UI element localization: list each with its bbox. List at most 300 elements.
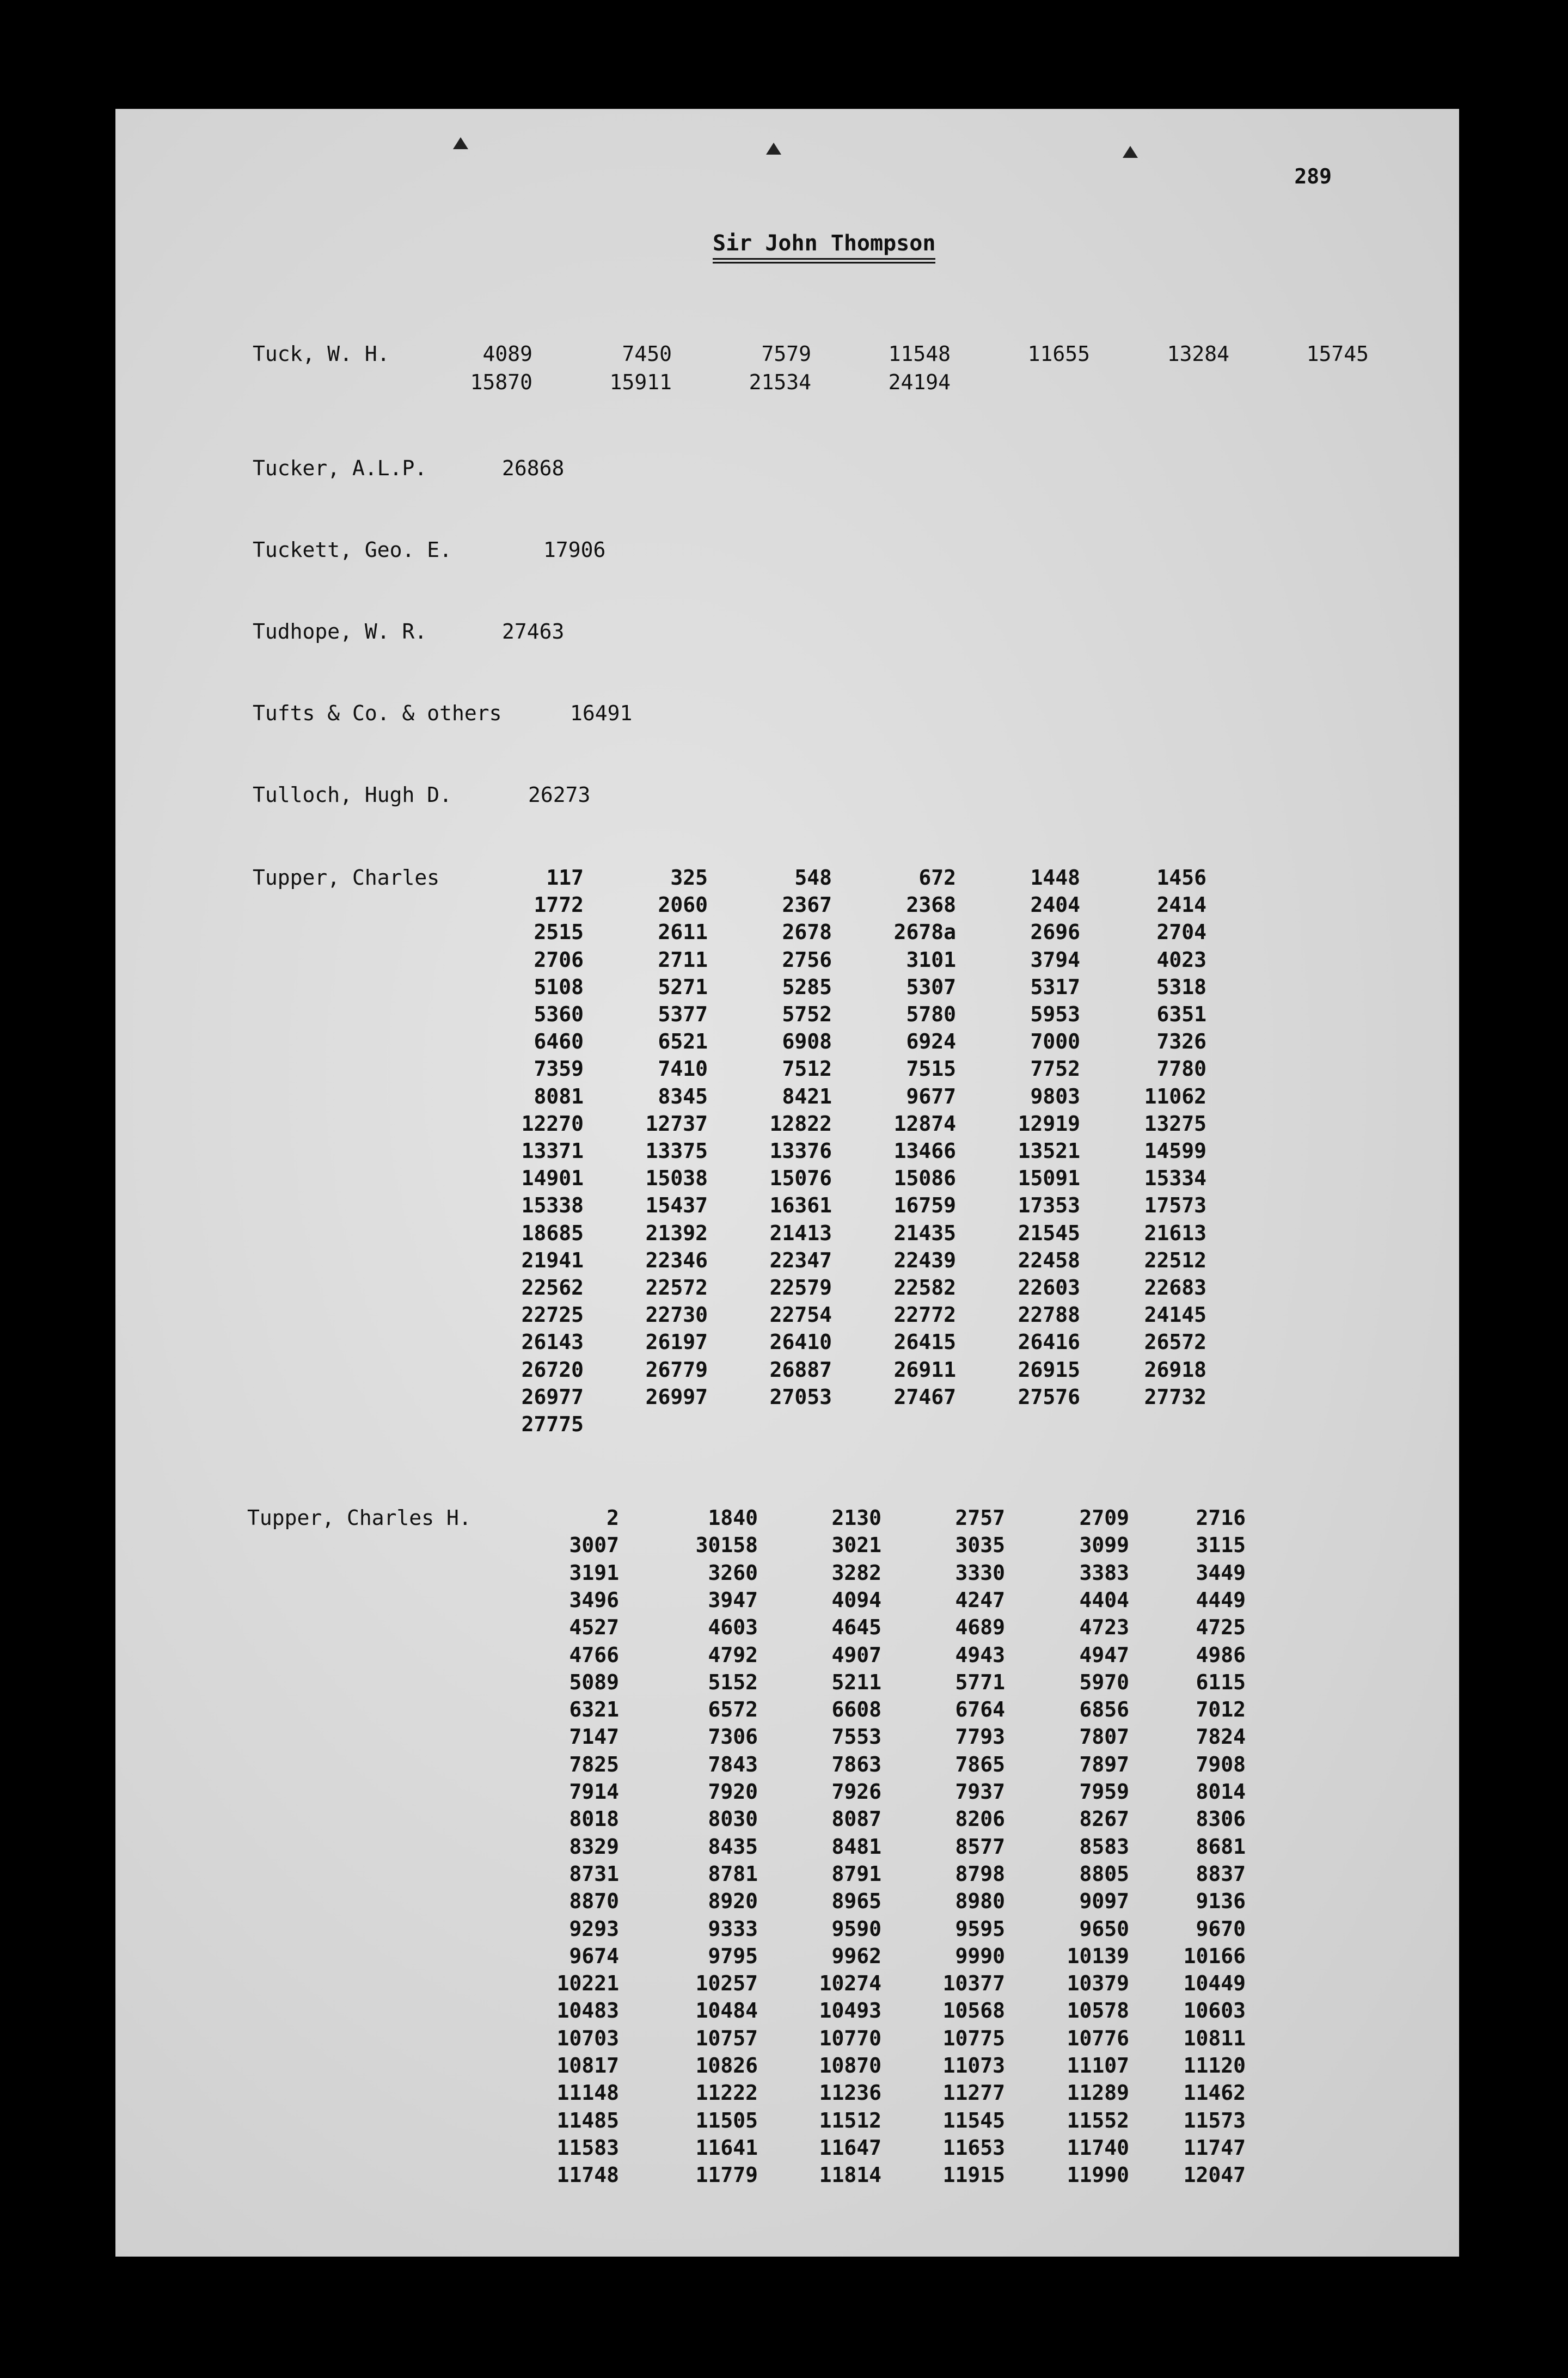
entry-number: 2 <box>607 1506 619 1530</box>
entry-number: 8980 <box>955 1889 1005 1914</box>
entry-number: 7843 <box>708 1752 758 1776</box>
entry-number: 7553 <box>831 1725 881 1749</box>
entry-number: 4404 <box>1079 1588 1129 1612</box>
entry-number: 5211 <box>831 1670 881 1694</box>
entry-number: 9590 <box>831 1916 881 1941</box>
entry-number: 6521 <box>658 1029 708 1054</box>
entry-number: 9293 <box>569 1916 619 1941</box>
entry-number: 27053 <box>769 1384 832 1409</box>
entry-number: 11748 <box>556 2163 619 2187</box>
entry-number: 11512 <box>819 2108 881 2132</box>
entry-number: 15870 <box>470 370 532 394</box>
entry-number: 10449 <box>1183 1971 1246 1996</box>
entry-number: 17573 <box>1144 1193 1206 1218</box>
entry-number: 7579 <box>761 342 811 366</box>
entry-number: 11814 <box>819 2163 881 2187</box>
entry-number: 4247 <box>955 1588 1005 1612</box>
entry-number: 26887 <box>769 1357 832 1382</box>
entry-number: 22439 <box>893 1248 956 1272</box>
entry-number: 3330 <box>955 1560 1005 1585</box>
entry-number: 9677 <box>906 1084 956 1108</box>
entry-number: 3115 <box>1196 1533 1246 1558</box>
entry-number: 11548 <box>888 342 951 366</box>
entry-number: 5307 <box>906 975 956 999</box>
entry-number: 2060 <box>658 893 708 917</box>
entry-number: 26911 <box>893 1357 956 1382</box>
entry-name: Tucker, A.L.P. <box>253 456 427 480</box>
entry-number: 4527 <box>569 1615 619 1640</box>
entry-number: 2757 <box>955 1506 1005 1530</box>
entry-number: 4023 <box>1156 947 1206 972</box>
entry-number: 8798 <box>955 1861 1005 1886</box>
entry-number: 8435 <box>708 1834 758 1859</box>
entry-name: Tuck, W. H. <box>253 342 390 366</box>
entry-number: 11505 <box>695 2108 758 2132</box>
entry-number: 1448 <box>1030 866 1080 890</box>
entry-number: 10379 <box>1067 1971 1129 1996</box>
entry-number: 4907 <box>831 1642 881 1667</box>
entry-number: 26915 <box>1018 1357 1080 1382</box>
entry-number: 22725 <box>521 1303 584 1327</box>
entry-number: 6764 <box>955 1697 1005 1722</box>
entry-number: 7326 <box>1156 1029 1206 1054</box>
entry-number: 11647 <box>819 2135 881 2160</box>
entry-number: 2709 <box>1079 1506 1129 1530</box>
entry-number: 10483 <box>556 1999 619 2023</box>
entry-number: 4766 <box>569 1642 619 1667</box>
entry-number: 8081 <box>534 1084 584 1108</box>
entry-number: 7897 <box>1079 1752 1129 1776</box>
entry-number: 8681 <box>1196 1834 1246 1859</box>
entry-number: 9962 <box>831 1944 881 1968</box>
entry-number: 21413 <box>769 1221 832 1245</box>
entry-number: 21392 <box>645 1221 708 1245</box>
entry-number: 12270 <box>521 1111 584 1136</box>
entry-number: 2515 <box>534 920 584 945</box>
entry-number: 16759 <box>893 1193 956 1218</box>
entry-number: 7012 <box>1196 1697 1246 1722</box>
entry-number: 26977 <box>521 1384 584 1409</box>
entry-number: 21435 <box>893 1221 956 1245</box>
entry-number: 15745 <box>1306 342 1369 366</box>
entry-number: 11655 <box>1027 342 1090 366</box>
entry-number: 4947 <box>1079 1642 1129 1667</box>
entry-number: 10757 <box>695 2026 758 2050</box>
document-page <box>115 109 1459 2257</box>
entry-number: 10377 <box>942 1971 1005 1996</box>
entry-number: 3383 <box>1079 1560 1129 1585</box>
entry-number: 5152 <box>708 1670 758 1694</box>
entry-number: 5285 <box>782 975 832 999</box>
entry-number: 5317 <box>1030 975 1080 999</box>
entry-number: 13521 <box>1018 1139 1080 1163</box>
entry-number: 9670 <box>1196 1916 1246 1941</box>
entry-number: 22772 <box>893 1303 956 1327</box>
entry-number: 8018 <box>569 1807 619 1831</box>
entry-number: 16361 <box>769 1193 832 1218</box>
entry-number: 7306 <box>708 1725 758 1749</box>
entry-number: 2711 <box>658 947 708 972</box>
entry-number: 18685 <box>521 1221 584 1245</box>
entry-number: 9795 <box>708 1944 758 1968</box>
entry-number: 10870 <box>819 2054 881 2077</box>
entry-number: 7793 <box>955 1725 1005 1749</box>
entry-number: 15076 <box>769 1166 832 1191</box>
entry-number: 12919 <box>1018 1111 1080 1136</box>
entry-number: 5089 <box>569 1670 619 1694</box>
entry-number: 11552 <box>1067 2108 1129 2132</box>
entry-number: 11915 <box>942 2163 1005 2187</box>
entry-number: 11073 <box>942 2054 1005 2077</box>
entry-number: 22788 <box>1018 1303 1080 1327</box>
entry-number: 21534 <box>749 370 811 394</box>
entry-number: 5771 <box>955 1670 1005 1694</box>
entry-number: 12874 <box>893 1111 956 1136</box>
entry-number: 3496 <box>569 1588 619 1612</box>
entry-number: 4603 <box>708 1615 758 1640</box>
entry-number: 3101 <box>906 947 956 972</box>
entry-number: 26918 <box>1144 1357 1206 1382</box>
entry-number: 11740 <box>1067 2135 1129 2160</box>
entry-number: 26273 <box>528 783 591 807</box>
entry-number: 117 <box>546 866 584 890</box>
entry-number: 2678 <box>782 920 832 945</box>
entry-number: 10770 <box>819 2026 881 2050</box>
entry-number: 9990 <box>955 1944 1005 1968</box>
entry-number: 26868 <box>502 456 565 480</box>
entry-number: 8087 <box>831 1807 881 1831</box>
entry-number: 21613 <box>1144 1221 1206 1245</box>
entry-number: 11289 <box>1067 2081 1129 2105</box>
entry-number: 8837 <box>1196 1861 1246 1886</box>
entry-number: 3021 <box>831 1533 881 1558</box>
entry-number: 8577 <box>955 1834 1005 1859</box>
entry-number: 3947 <box>708 1588 758 1612</box>
entry-number: 30158 <box>695 1533 758 1558</box>
entry-number: 2706 <box>534 947 584 972</box>
entry-number: 8421 <box>782 1084 832 1108</box>
entry-number: 6608 <box>831 1697 881 1722</box>
entry-number: 5970 <box>1079 1670 1129 1694</box>
entry-number: 2130 <box>831 1506 881 1530</box>
entry-number: 15334 <box>1144 1166 1206 1191</box>
punch-hole-icon <box>766 143 781 155</box>
entry-number: 2756 <box>782 947 832 972</box>
entry-name: Tupper, Charles H. <box>247 1506 471 1530</box>
entry-number: 5108 <box>534 975 584 999</box>
entry-number: 2678a <box>893 920 956 945</box>
entry-number: 8030 <box>708 1807 758 1831</box>
entry-number: 3099 <box>1079 1533 1129 1558</box>
entry-number: 2611 <box>658 920 708 945</box>
entry-number: 2404 <box>1030 893 1080 917</box>
entry-name: Tupper, Charles <box>253 866 440 890</box>
entry-number: 26997 <box>645 1384 708 1409</box>
entry-number: 7920 <box>708 1780 758 1804</box>
entry-number: 7515 <box>906 1057 956 1081</box>
entry-number: 11236 <box>819 2081 881 2105</box>
entry-number: 3449 <box>1196 1560 1246 1585</box>
entry-number: 8731 <box>569 1861 619 1886</box>
entry-number: 7926 <box>831 1780 881 1804</box>
entry-number: 26779 <box>645 1357 708 1382</box>
entry-number: 17906 <box>543 538 606 562</box>
entry-number: 4725 <box>1196 1615 1246 1640</box>
entry-number: 3794 <box>1030 947 1080 972</box>
entry-number: 8920 <box>708 1889 758 1914</box>
entry-number: 15437 <box>645 1193 708 1218</box>
entry-number: 2414 <box>1156 893 1206 917</box>
entry-name: Tulloch, Hugh D. <box>253 783 452 807</box>
entry-number: 15911 <box>609 370 672 394</box>
entry-number: 2696 <box>1030 920 1080 945</box>
entry-number: 12047 <box>1183 2163 1246 2187</box>
entry-number: 13375 <box>645 1139 708 1163</box>
entry-number: 8791 <box>831 1861 881 1886</box>
entry-number: 6924 <box>906 1029 956 1054</box>
entry-number: 14901 <box>521 1166 584 1191</box>
entry-number: 11148 <box>556 2081 619 2105</box>
entry-number: 10703 <box>556 2026 619 2050</box>
entry-number: 22347 <box>769 1248 832 1272</box>
entry-number: 26143 <box>521 1330 584 1355</box>
entry-number: 27467 <box>893 1384 956 1409</box>
entry-number: 11545 <box>942 2108 1005 2132</box>
entry-number: 11462 <box>1183 2081 1246 2105</box>
entry-number: 7914 <box>569 1780 619 1804</box>
entry-number: 5318 <box>1156 975 1206 999</box>
entry-number: 10568 <box>942 1999 1005 2023</box>
entry-number: 4094 <box>831 1588 881 1612</box>
entry-number: 27732 <box>1144 1384 1206 1409</box>
entry-number: 22683 <box>1144 1276 1206 1300</box>
entry-number: 7825 <box>569 1752 619 1776</box>
entry-number: 4792 <box>708 1642 758 1667</box>
entry-number: 4689 <box>955 1615 1005 1640</box>
entry-number: 27775 <box>521 1412 584 1436</box>
page-title: Sir John Thompson <box>713 231 935 260</box>
entry-number: 17353 <box>1018 1193 1080 1218</box>
entry-number: 15086 <box>893 1166 956 1191</box>
entry-number: 8345 <box>658 1084 708 1108</box>
entry-number: 548 <box>794 866 832 890</box>
entry-number: 27463 <box>502 620 565 643</box>
entry-number: 16491 <box>570 701 633 725</box>
entry-number: 22582 <box>893 1276 956 1300</box>
entry-number: 3007 <box>569 1533 619 1558</box>
punch-hole-icon <box>1123 146 1138 158</box>
entry-number: 7863 <box>831 1752 881 1776</box>
entry-number: 22730 <box>645 1303 708 1327</box>
punch-hole-icon <box>453 137 468 149</box>
entry-number: 2367 <box>782 893 832 917</box>
entry-number: 9674 <box>569 1944 619 1968</box>
entry-number: 7450 <box>622 342 672 366</box>
entry-number: 22346 <box>645 1248 708 1272</box>
entry-number: 8805 <box>1079 1861 1129 1886</box>
entry-number: 4943 <box>955 1642 1005 1667</box>
entry-number: 4645 <box>831 1615 881 1640</box>
entry-number: 11747 <box>1183 2135 1246 2160</box>
entry-number: 7780 <box>1156 1057 1206 1081</box>
entry-number: 11583 <box>556 2135 619 2160</box>
entry-number: 22562 <box>521 1276 584 1300</box>
entry-number: 10817 <box>556 2054 619 2077</box>
entry-number: 1456 <box>1156 866 1206 890</box>
entry-number: 9595 <box>955 1916 1005 1941</box>
entry-number: 8329 <box>569 1834 619 1859</box>
entry-number: 21545 <box>1018 1221 1080 1245</box>
entry-number: 9333 <box>708 1916 758 1941</box>
entry-number: 1840 <box>708 1506 758 1530</box>
entry-number: 7807 <box>1079 1725 1129 1749</box>
entry-number: 9136 <box>1196 1889 1246 1914</box>
entry-number: 6908 <box>782 1029 832 1054</box>
entry-number: 15338 <box>521 1193 584 1218</box>
entry-number: 13371 <box>521 1139 584 1163</box>
entry-number: 2704 <box>1156 920 1206 945</box>
entry-number: 10139 <box>1067 1944 1129 1968</box>
entry-number: 1772 <box>534 893 584 917</box>
entry-number: 8965 <box>831 1889 881 1914</box>
entry-number: 11120 <box>1183 2054 1246 2077</box>
entry-number: 7824 <box>1196 1725 1246 1749</box>
entry-number: 3282 <box>831 1560 881 1585</box>
entry-number: 2716 <box>1196 1506 1246 1530</box>
entry-number: 10493 <box>819 1999 881 2023</box>
entry-number: 6115 <box>1196 1670 1246 1694</box>
entry-number: 7410 <box>658 1057 708 1081</box>
entry-number: 10775 <box>942 2026 1005 2050</box>
entry-number: 8870 <box>569 1889 619 1914</box>
entry-number: 26416 <box>1018 1330 1080 1355</box>
entry-number: 325 <box>670 866 708 890</box>
entry-number: 15091 <box>1018 1166 1080 1191</box>
entry-number: 6856 <box>1079 1697 1129 1722</box>
entry-number: 10578 <box>1067 1999 1129 2023</box>
entry-number: 22458 <box>1018 1248 1080 1272</box>
entry-number: 3191 <box>569 1560 619 1585</box>
entry-name: Tufts & Co. & others <box>253 701 502 725</box>
entry-number: 22603 <box>1018 1276 1080 1300</box>
entry-number: 8306 <box>1196 1807 1246 1831</box>
entry-number: 26720 <box>521 1357 584 1382</box>
entry-number: 8267 <box>1079 1807 1129 1831</box>
entry-number: 10166 <box>1183 1944 1246 1968</box>
entry-number: 12737 <box>645 1111 708 1136</box>
entry-number: 6351 <box>1156 1002 1206 1026</box>
entry-number: 26197 <box>645 1330 708 1355</box>
entry-number: 5360 <box>534 1002 584 1026</box>
entry-number: 10776 <box>1067 2026 1129 2050</box>
entry-number: 5780 <box>906 1002 956 1026</box>
entry-number: 5953 <box>1030 1002 1080 1026</box>
entry-number: 10484 <box>695 1999 758 2023</box>
entry-number: 13275 <box>1144 1111 1206 1136</box>
entry-number: 11653 <box>942 2135 1005 2160</box>
entry-number: 26572 <box>1144 1330 1206 1355</box>
entry-number: 4986 <box>1196 1642 1246 1667</box>
entry-number: 13284 <box>1167 342 1229 366</box>
entry-number: 6460 <box>534 1029 584 1054</box>
entry-number: 7359 <box>534 1057 584 1081</box>
entry-number: 22512 <box>1144 1248 1206 1272</box>
entry-number: 4449 <box>1196 1588 1246 1612</box>
entry-number: 2368 <box>906 893 956 917</box>
entry-number: 26410 <box>769 1330 832 1355</box>
entry-number: 11641 <box>695 2135 758 2160</box>
entry-number: 7865 <box>955 1752 1005 1776</box>
entry-number: 12822 <box>769 1111 832 1136</box>
entry-number: 6572 <box>708 1697 758 1722</box>
entry-number: 11990 <box>1067 2163 1129 2187</box>
entry-number: 15038 <box>645 1166 708 1191</box>
entry-number: 10826 <box>695 2054 758 2077</box>
entry-number: 24194 <box>888 370 951 394</box>
entry-name: Tuckett, Geo. E. <box>253 538 452 562</box>
entry-number: 27576 <box>1018 1384 1080 1409</box>
entry-number: 5377 <box>658 1002 708 1026</box>
entry-number: 7512 <box>782 1057 832 1081</box>
entry-number: 5752 <box>782 1002 832 1026</box>
entry-number: 11277 <box>942 2081 1005 2105</box>
entry-number: 22572 <box>645 1276 708 1300</box>
entry-number: 11107 <box>1067 2054 1129 2077</box>
entry-number: 13466 <box>893 1139 956 1163</box>
entry-number: 7908 <box>1196 1752 1246 1776</box>
entry-number: 7937 <box>955 1780 1005 1804</box>
entry-number: 7752 <box>1030 1057 1080 1081</box>
entry-number: 7147 <box>569 1725 619 1749</box>
entry-number: 6321 <box>569 1697 619 1722</box>
entry-number: 10274 <box>819 1971 881 1996</box>
entry-number: 10257 <box>695 1971 758 1996</box>
entry-number: 14599 <box>1144 1139 1206 1163</box>
entry-number: 8014 <box>1196 1780 1246 1804</box>
entry-name: Tudhope, W. R. <box>253 620 427 643</box>
entry-number: 8781 <box>708 1861 758 1886</box>
entry-number: 9097 <box>1079 1889 1129 1914</box>
entry-number: 7000 <box>1030 1029 1080 1054</box>
entry-number: 8481 <box>831 1834 881 1859</box>
entry-number: 7959 <box>1079 1780 1129 1804</box>
entry-number: 11573 <box>1183 2108 1246 2132</box>
entry-number: 13376 <box>769 1139 832 1163</box>
page-number: 289 <box>1294 164 1332 188</box>
entry-number: 10811 <box>1183 2026 1246 2050</box>
entry-number: 9650 <box>1079 1916 1129 1941</box>
entry-number: 8206 <box>955 1807 1005 1831</box>
entry-number: 4089 <box>482 342 532 366</box>
entry-number: 9803 <box>1030 1084 1080 1108</box>
entry-number: 24145 <box>1144 1303 1206 1327</box>
entry-number: 11779 <box>695 2163 758 2187</box>
entry-number: 5271 <box>658 975 708 999</box>
entry-number: 26415 <box>893 1330 956 1355</box>
entry-number: 22579 <box>769 1276 832 1300</box>
entry-number: 11485 <box>556 2108 619 2132</box>
entry-number: 3035 <box>955 1533 1005 1558</box>
entry-number: 11222 <box>695 2081 758 2105</box>
entry-number: 11062 <box>1144 1084 1206 1108</box>
entry-number: 3260 <box>708 1560 758 1585</box>
entry-number: 21941 <box>521 1248 584 1272</box>
entry-number: 10221 <box>556 1971 619 1996</box>
entry-number: 4723 <box>1079 1615 1129 1640</box>
entry-number: 8583 <box>1079 1834 1129 1859</box>
entry-number: 10603 <box>1183 1999 1246 2023</box>
entry-number: 672 <box>918 866 956 890</box>
